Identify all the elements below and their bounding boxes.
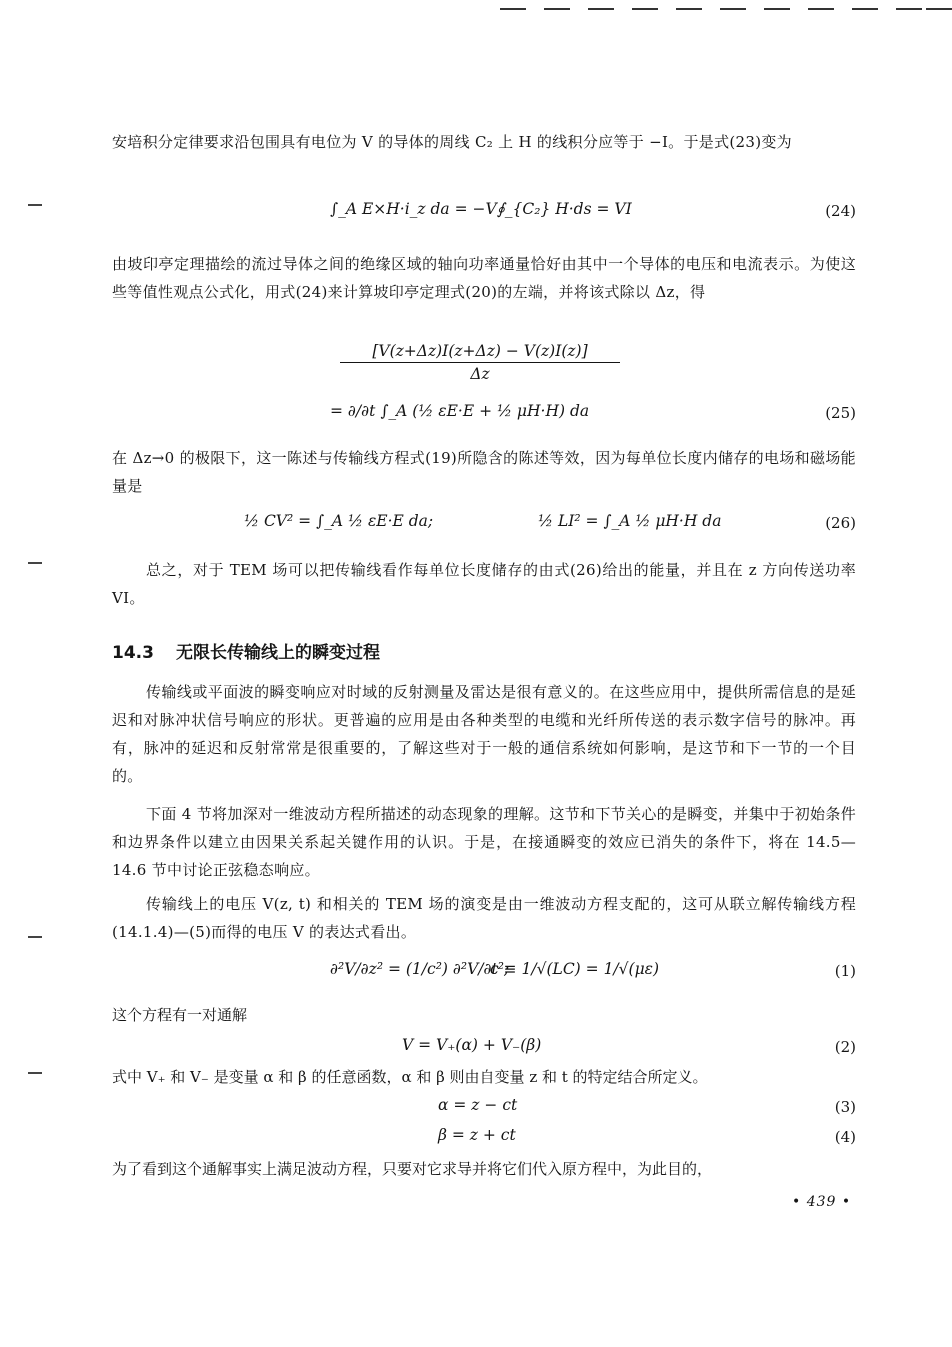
equation-number-1: (1) (834, 962, 856, 980)
equation-1-speed: c ≡ 1/√(LC) = 1/√(με) (490, 960, 660, 978)
section-title: 无限长传输线上的瞬变过程 (175, 643, 380, 663)
margin-mark (28, 936, 42, 938)
equation-number-2: (2) (834, 1038, 856, 1056)
paragraph-four-sections: 下面 4 节将加深对一维波动方程所描述的动态现象的理解。这节和下节关心的是瞬变，并集中于初始条件和边界条件以建立由因果关系起关键作用的认识。于是，在接通瞬变的效应已消失的条件下，将在 14.5—14.6 节中讨论正弦稳态响应。 (112, 805, 856, 879)
equation-3: α = z − ct (438, 1096, 518, 1114)
equation-4: β = z + ct (438, 1126, 516, 1144)
equation-1-wave: ∂²V/∂z² = (1/c²) ∂²V/∂t²; (330, 960, 510, 978)
equation-number-3: (3) (834, 1098, 856, 1116)
equation-25: = ∂/∂t ∫_A (½ εE·E + ½ μH·H) da (330, 402, 590, 420)
paragraph-poynting: 由坡印亭定理描绘的流过导体之间的绝缘区域的轴向功率通量恰好由其中一个导体的电压和电流表示。为使这些等值性观点公式化，用式(24)来计算坡印亭定理式(20)的左端，并将该式除以 Δz，得 (112, 255, 856, 301)
page-number: • 439 • (792, 1194, 852, 1210)
section-number: 14.3 (112, 643, 154, 663)
paragraph-general-solution: 这个方程有一对通解 (112, 1006, 248, 1024)
margin-mark (28, 562, 42, 564)
equation-number-4: (4) (834, 1128, 856, 1146)
margin-mark (28, 204, 42, 206)
equation-25-fraction (340, 342, 620, 383)
paragraph-variables: 式中 V₊ 和 V₋ 是变量 α 和 β 的任意函数，α 和 β 则由自变量 z 和 t 的特定结合所定义。 (112, 1068, 708, 1086)
paragraph-wave-equation: 传输线上的电压 V(z, t) 和相关的 TEM 场的演变是由一维波动方程支配的，这可从联立解传输线方程(14.1.4)—(5)而得的电压 V 的表达式看出。 (112, 895, 856, 941)
paragraph-verify: 为了看到这个通解事实上满足波动方程，只要对它求导并将它们代入原方程中，为此目的， (112, 1160, 713, 1178)
fraction-denominator: Δz (470, 365, 490, 383)
paragraph-transient-intro: 传输线或平面波的瞬变响应对时域的反射测量及雷达是很有意义的。在这些应用中，提供所需信息的是延迟和对脉冲状信号响应的形状。更普遍的应用是由各种类型的电缆和光纤所传送的表示数字信号的脉冲。再有，脉冲的延迟和反射常常是很重要的，了解这些对于一般的通信系统如何影响，是这节和下一节的一个目的。 (112, 683, 856, 785)
equation-2: V = V₊(α) + V₋(β) (402, 1036, 542, 1054)
fraction-numerator: [V(z+Δz)I(z+Δz) − V(z)I(z)] (340, 342, 620, 363)
top-dashed-rule (490, 8, 952, 12)
paragraph-limit: 在 Δz→0 的极限下，这一陈述与传输线方程式(19)所隐含的陈述等效，因为每单位长度内储存的电场和磁场能量是 (112, 449, 856, 495)
equation-number-24: (24) (825, 202, 856, 220)
paragraph-ampere: 安培积分定律要求沿包围具有电位为 V 的导体的周线 C₂ 上 H 的线积分应等于 −I。于是式(23)变为 (112, 133, 792, 151)
equation-26-electric: ½ CV² = ∫_A ½ εE·E da; (244, 512, 434, 530)
section-heading (112, 638, 380, 663)
paragraph-summary: 总之，对于 TEM 场可以把传输线看作每单位长度储存的由式(26)给出的能量，并且在 z 方向传送功率 VI。 (112, 561, 856, 607)
equation-26-magnetic: ½ LI² = ∫_A ½ μH·H da (538, 512, 722, 530)
equation-number-25: (25) (825, 404, 856, 422)
margin-mark (28, 1072, 42, 1074)
equation-number-26: (26) (825, 514, 856, 532)
equation-24: ∫_A E×H·i_z da = −V∮_{C₂} H·ds = VI (330, 200, 632, 218)
